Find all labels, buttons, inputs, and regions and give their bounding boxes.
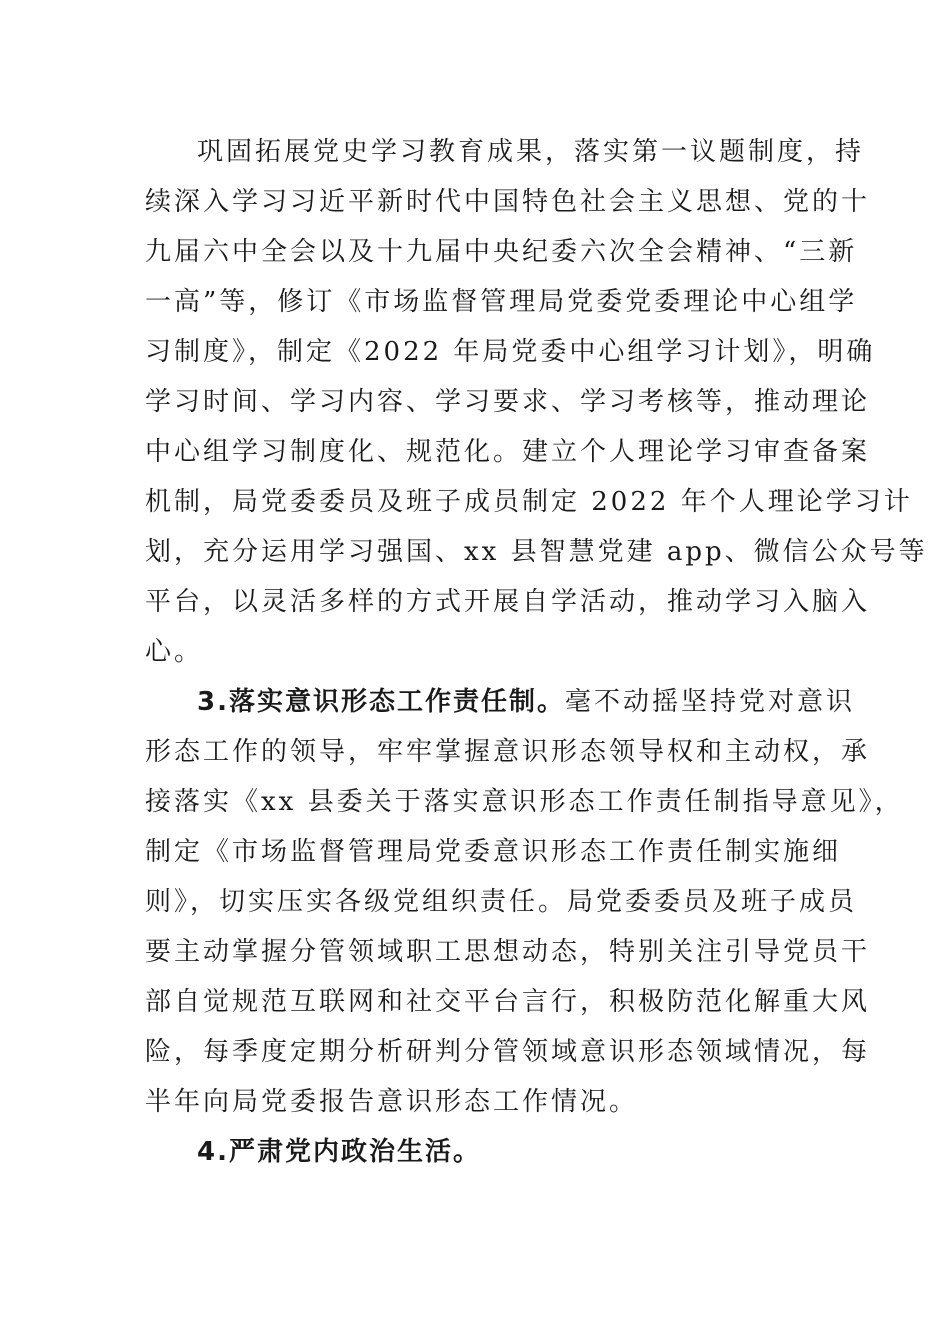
- section-3-first-line: [197, 677, 855, 727]
- paragraph-line: 则》，切实压实各级党组织责任。局党委委员及班子成员: [145, 887, 858, 917]
- paragraph-line: 平台，以灵活多样的方式开展自学活动，推动学习入脑入: [145, 587, 871, 617]
- paragraph-line: 部自觉规范互联网和社交平台言行，积极防范化解重大风: [145, 987, 871, 1017]
- section-3-heading: 3.落实意识形态工作责任制。: [197, 687, 565, 717]
- paragraph-line: 形态工作的领导，牢牢掌握意识形态领导权和主动权，承: [145, 737, 871, 767]
- paragraph-line: 接落实《xx 县委关于落实意识形态工作责任制指导意见》，: [145, 787, 904, 817]
- paragraph-line: 制定《市场监督管理局党委意识形态工作责任制实施细: [145, 837, 842, 867]
- section-3-first-line-text: 毫不动摇坚持党对意识: [564, 687, 855, 717]
- paragraph-line: 巩固拓展党史学习教育成果，落实第一议题制度，持: [197, 137, 865, 167]
- paragraph-line: 一高”等，修订《市场监督管理局党委党委理论中心组学: [145, 287, 858, 317]
- paragraph-line: 机制，局党委委员及班子成员制定 2022 年个人理论学习计: [145, 487, 913, 517]
- paragraph-line: 险，每季度定期分析研判分管领域意识形态领域情况，每: [145, 1037, 871, 1067]
- paragraph-line: 要主动掌握分管领域职工思想动态，特别关注引导党员干: [145, 937, 871, 967]
- paragraph-line: 习制度》，制定《2022 年局党委中心组学习计划》，明确: [145, 337, 876, 367]
- paragraph-line: 九届六中全会以及十九届中央纪委六次全会精神、“三新: [145, 237, 858, 267]
- paragraph-line: 心。: [145, 637, 204, 667]
- paragraph-line: 划，充分运用学习强国、xx 县智慧党建 app、微信公众号等: [145, 537, 928, 567]
- paragraph-line: 续深入学习习近平新时代中国特色社会主义思想、党的十: [145, 187, 871, 217]
- paragraph-line: 中心组学习制度化、规范化。建立个人理论学习审查备案: [145, 437, 871, 467]
- paragraph-line: 半年向局党委报告意识形态工作情况。: [145, 1087, 639, 1117]
- paragraph-line: 学习时间、学习内容、学习要求、学习考核等，推动理论: [145, 387, 871, 417]
- section-4-heading: 4.严肃党内政治生活。: [197, 1137, 481, 1167]
